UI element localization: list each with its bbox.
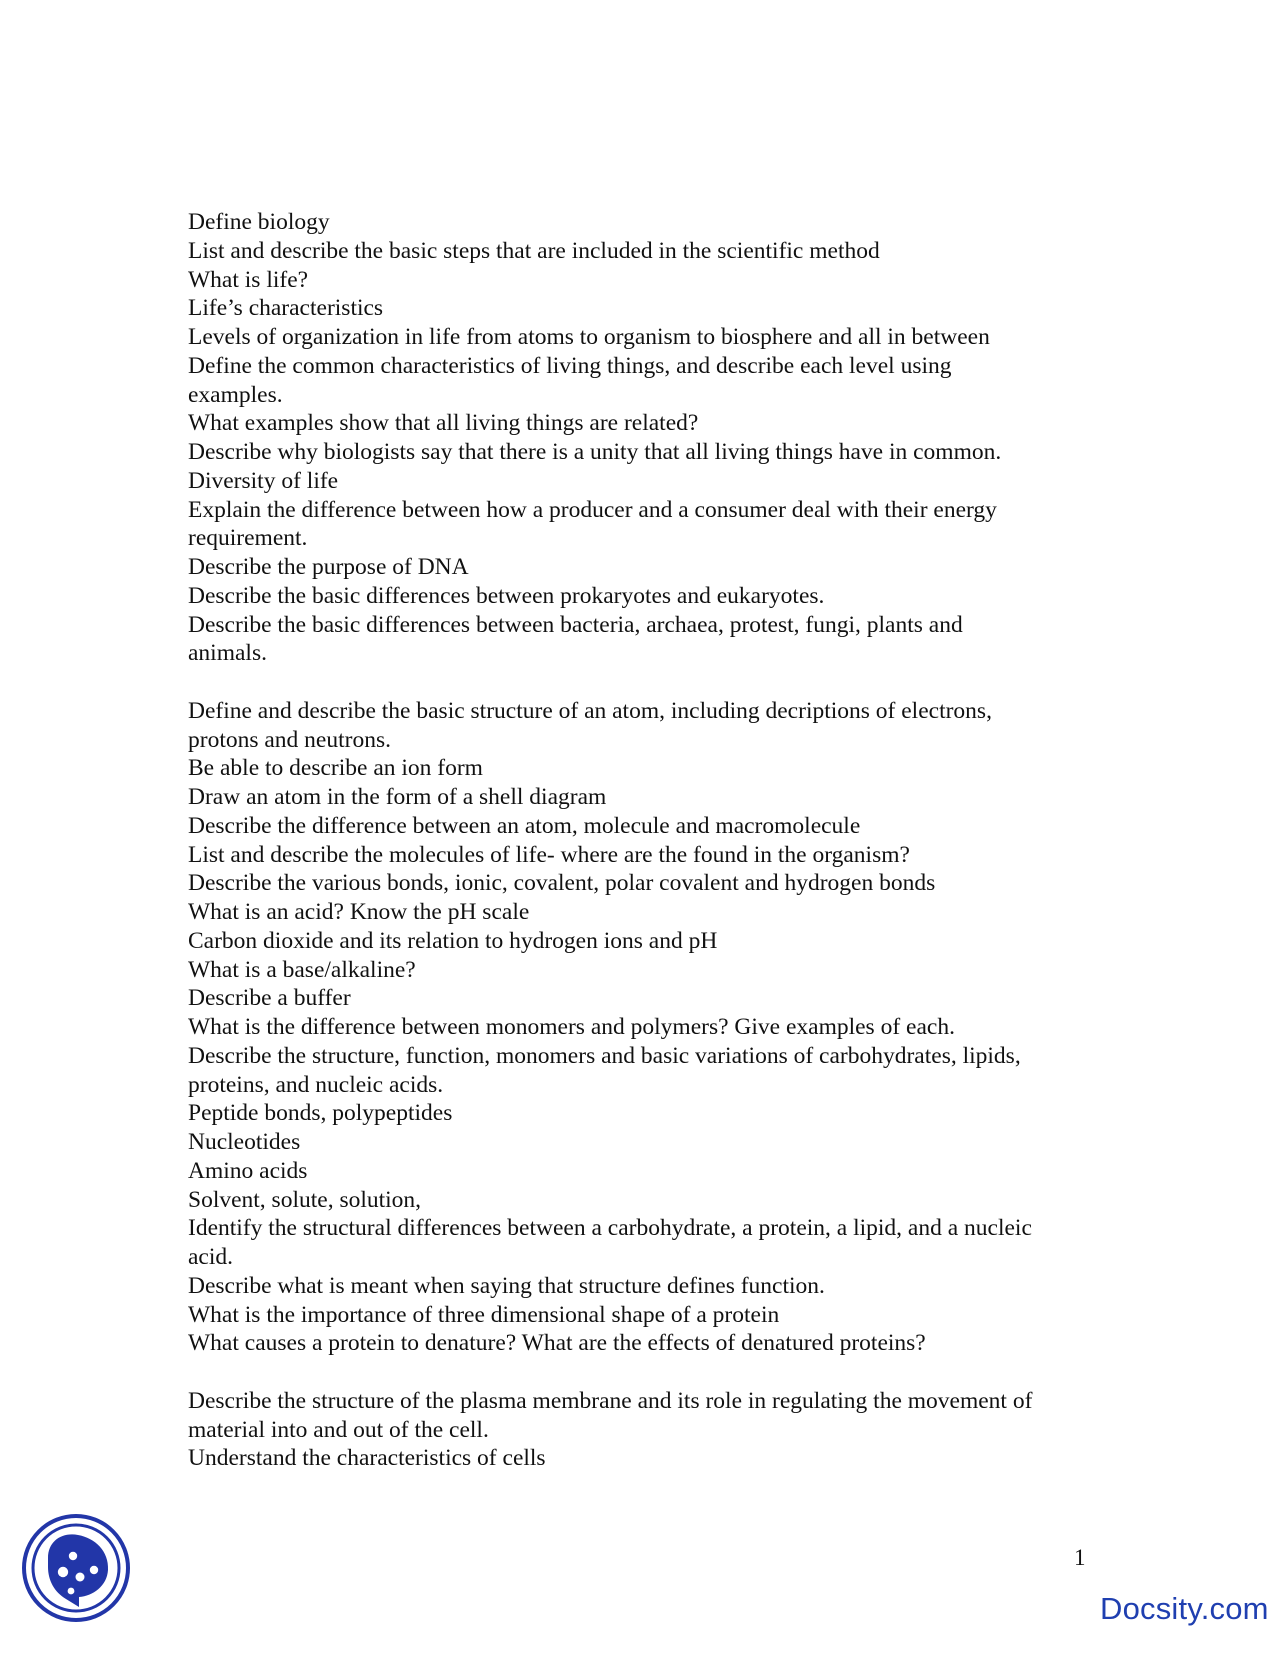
document-line: material into and out of the cell. <box>188 1416 489 1443</box>
document-line: Understand the characteristics of cells <box>188 1445 546 1472</box>
document-line: Describe a buffer <box>188 985 351 1012</box>
document-line: What is the importance of three dimensional shape of a protein <box>188 1301 780 1328</box>
document-line: Describe the structure of the plasma membrane and its role in regulating the movement of <box>188 1387 1033 1414</box>
document-line: Levels of organization in life from atoms to organism to biosphere and all in between <box>188 324 990 350</box>
document-line: What is an acid? Know the pH scale <box>188 899 530 925</box>
docsity-logo-icon[interactable] <box>20 1512 132 1624</box>
document-line: Describe the basic differences between prokaryotes and eukaryotes. <box>188 582 825 609</box>
document-line: requirement. <box>188 525 308 552</box>
document-line: Define and describe the basic structure of an atom, including decriptions of electrons, <box>188 697 992 724</box>
document-line: What causes a protein to denature? What are the effects of denatured proteins? <box>188 1330 926 1357</box>
section-chemistry-of-life <box>188 697 1088 1358</box>
document-line: Describe the basic differences between bacteria, archaea, protest, fungi, plants and <box>188 611 963 638</box>
section-spacer <box>188 668 1088 697</box>
document-line: Describe the structure, function, monomers and basic variations of carbohydrates, lipids, <box>188 1042 1021 1069</box>
document-line: examples. <box>188 381 283 408</box>
document-line: Amino acids <box>188 1157 308 1184</box>
document-line: Draw an atom in the form of a shell diagram <box>188 784 607 810</box>
document-line: Describe what is meant when saying that structure defines function. <box>188 1272 825 1299</box>
document-line: Nucleotides <box>188 1129 301 1155</box>
document-line: Describe the purpose of DNA <box>188 554 469 580</box>
document-line: Describe why biologists say that there is a unity that all living things have in common. <box>188 439 1002 465</box>
document-line: What is a base/alkaline? <box>188 956 416 983</box>
document-line: Peptide bonds, polypeptides <box>188 1100 453 1127</box>
page-number: 1 <box>1074 1545 1086 1570</box>
document-content <box>188 208 1088 1473</box>
document-line: Life’s characteristics <box>188 295 384 322</box>
document-line: List and describe the basic steps that are included in the scientific method <box>188 237 880 264</box>
document-line: Describe the difference between an atom, molecule and macromolecule <box>188 812 861 839</box>
document-line: Describe the various bonds, ionic, covalent, polar covalent and hydrogen bonds <box>188 870 936 897</box>
document-line: Define biology <box>188 209 330 235</box>
document-line: Explain the difference between how a producer and a consumer deal with their energy <box>188 496 997 523</box>
document-line: proteins, and nucleic acids. <box>188 1071 444 1098</box>
section-general-biology <box>188 208 1088 668</box>
document-line: protons and neutrons. <box>188 726 391 753</box>
docsity-brand-link[interactable]: Docsity.com <box>1100 1591 1269 1626</box>
document-line: acid. <box>188 1244 234 1270</box>
document-line: animals. <box>188 640 267 667</box>
document-line: Be able to describe an ion form <box>188 755 483 782</box>
document-line: What examples show that all living things are related? <box>188 410 699 437</box>
document-line: Carbon dioxide and its relation to hydrogen ions and pH <box>188 927 718 954</box>
section-cells <box>188 1387 1088 1473</box>
section-spacer <box>188 1358 1088 1387</box>
document-line: Identify the structural differences between a carbohydrate, a protein, a lipid, and a nucleic <box>188 1215 1032 1242</box>
document-line: Diversity of life <box>188 467 339 494</box>
document-line: Solvent, solute, solution, <box>188 1186 422 1213</box>
document-line: List and describe the molecules of life- where are the found in the organism? <box>188 841 910 868</box>
document-line: What is the difference between monomers and polymers? Give examples of each. <box>188 1014 955 1040</box>
document-line: Define the common characteristics of living things, and describe each level using <box>188 352 952 379</box>
document-line: What is life? <box>188 266 309 293</box>
